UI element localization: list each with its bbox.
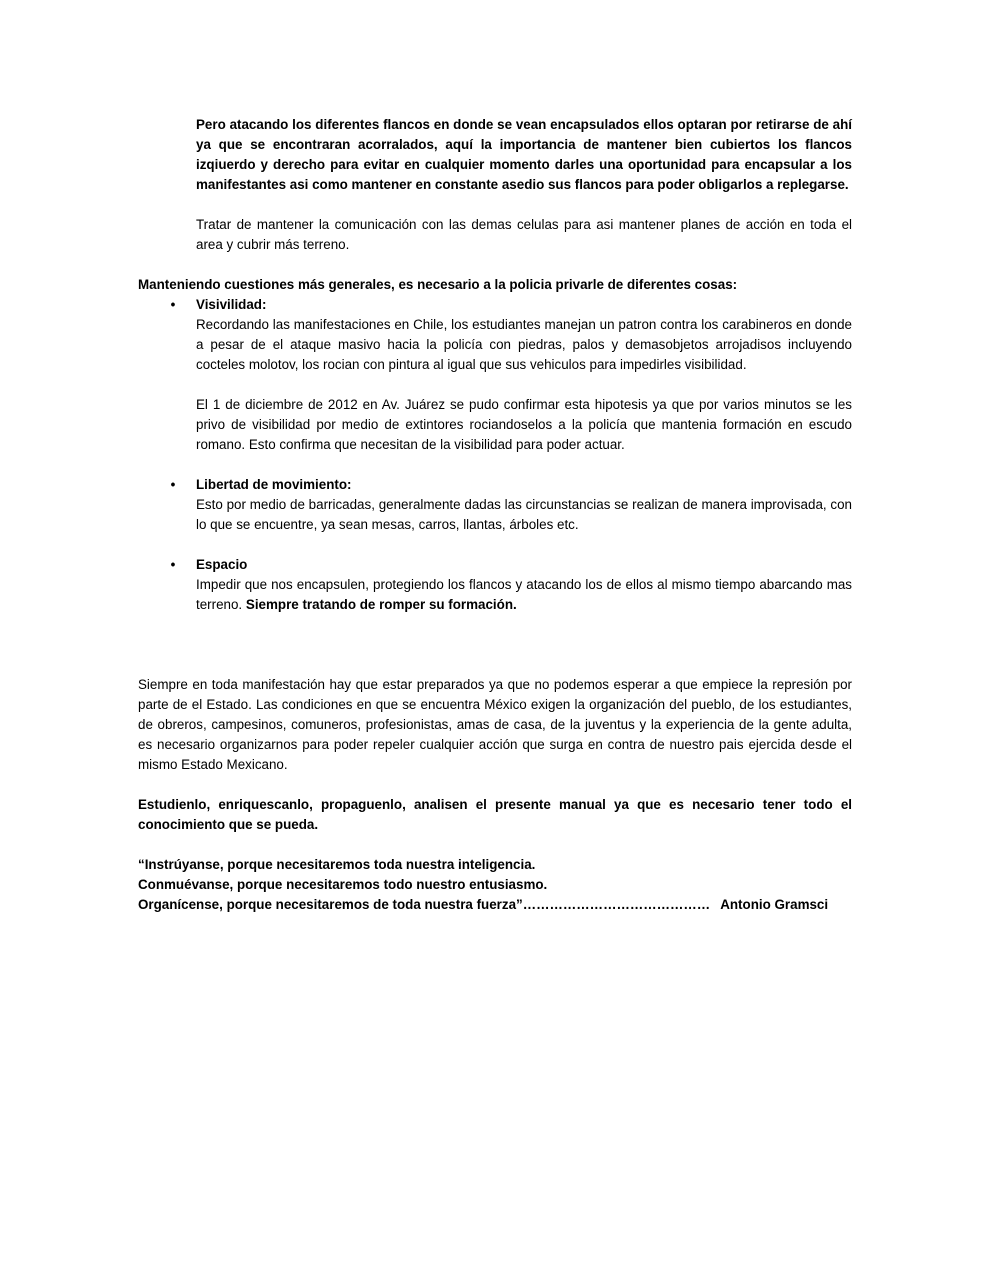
paragraph-space — [196, 575, 852, 615]
quote-author: Antonio Gramsci — [720, 897, 829, 912]
paragraph-chile: Recordando las manifestaciones en Chile, los estudiantes manejan un patron contra los carabineros en donde a pesar de el ataque masivo hacia la policía con piedras, palos y demasobjetos arrojadisos incluyendo cocteles molotov, los rocian con pintura al igual que sus vehiculos para impedirles visibilidad. — [196, 317, 852, 372]
paragraph-juarez: El 1 de diciembre de 2012 en Av. Juárez se pudo confirmar esta hipotesis ya que por varios minutos se les privo de visibilidad por medio de extintores rociandoselos a la policía que mantenia formación en escudo romano. Esto confirma que necesitan de la visibilidad para poder actuar. — [196, 397, 852, 452]
bullet-icon: • — [170, 297, 176, 312]
bullet-icon: • — [170, 557, 176, 572]
paragraph-closing: Siempre en toda manifestación hay que estar preparados ya que no podemos esperar a que empiece la represión por parte de el Estado. Las condiciones en que se encuentra México exigen la organización del pueblo, de los estudiantes, de obreros, campesinos, comuneros, profesionistas, amas de casa, de la juventus y la experiencia de la gente adulta, es necesario organizarnos para poder repeler cualquier acción que surga en contra de nuestro pais ejercida desde el mismo Estado Mexicano. — [138, 677, 852, 772]
bullet-title-visibility: Visivilidad: — [196, 297, 267, 312]
bullet-title-space: Espacio — [196, 557, 248, 572]
section-heading: Manteniendo cuestiones más generales, es necesario a la policia privarle de diferentes cosas: — [138, 277, 738, 292]
quote-line-2: Conmuévanse, porque necesitaremos todo nuestro entusiasmo. — [138, 877, 548, 892]
bullet-icon: • — [170, 477, 176, 492]
paragraph-call-to-action: Estudienlo, enriquescanlo, propaguenlo, analisen el presente manual ya que es necesario tener todo el conocimiento que se pueda. — [138, 797, 852, 832]
paragraph-communication: Tratar de mantener la comunicación con las demas celulas para asi mantener planes de acción en toda el area y cubrir más terreno. — [196, 217, 852, 252]
paragraph-barricades: Esto por medio de barricadas, generalmente dadas las circunstancias se realizan de manera improvisada, con lo que se encuentre, ya sean mesas, carros, llantas, árboles etc. — [196, 497, 852, 532]
paragraph-space-bold: Siempre tratando de romper su formación. — [245, 597, 517, 612]
bullet-item-movement — [170, 475, 852, 535]
block-tactics — [196, 115, 852, 255]
bullet-title-movement: Libertad de movimiento: — [196, 477, 352, 492]
quote-line-1: “Instrúyanse, porque necesitaremos toda nuestra inteligencia. — [138, 857, 536, 872]
document-page — [138, 115, 852, 915]
quote-line-3 — [138, 895, 852, 915]
quote-line-3-text: Organícense, porque necesitaremos de toda nuestra fuerza”…………………………………… — [138, 897, 711, 912]
bullet-item-space — [170, 555, 852, 615]
paragraph-flanks: Pero atacando los diferentes flancos en donde se vean encapsulados ellos optaran por retirarse de ahí ya que se encontraran acorralados, aquí la importancia de mantener bien cubiertos los flancos izqiuerdo y derecho para evitar en cualquier momento darles una oportunidad para encapsular a los manifestantes asi como mantener en constante asedio sus flancos para poder obligarlos a replegarse. — [196, 117, 852, 192]
paragraph-space-plain: Impedir que nos encapsulen, protegiendo los flancos y atacando los de ellos al mismo tiempo abarcando mas terreno. — [196, 577, 852, 612]
quote-block — [138, 855, 852, 915]
bullet-item-visibility — [170, 295, 852, 455]
